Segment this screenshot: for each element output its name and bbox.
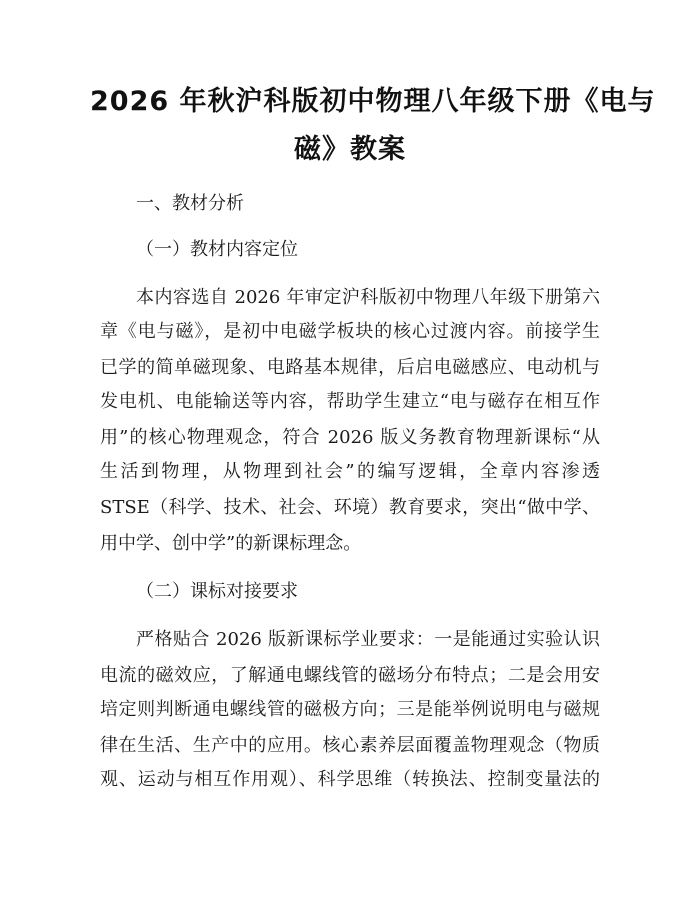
paragraph-1-line-4: 发电机、电能输送等内容，帮助学生建立“电与磁存在相互作 [100,391,600,412]
paragraph-1-line-8: 用中学、创中学”的新课标理念。 [100,533,362,554]
section-heading-textbook-analysis: 一、教材分析 [136,193,244,214]
paragraph-2-line-2: 电流的磁效应，了解通电螺线管的磁场分布特点；二是会用安 [100,665,600,686]
paragraph-1-line-1: 本内容选自 2026 年审定沪科版初中物理八年级下册第六 [136,287,600,308]
paragraph-2-line-1: 严格贴合 2026 版新课标学业要求：一是能通过实验认识 [136,629,600,650]
document-title-line-2: 磁》教案 [294,134,406,165]
paragraph-1-line-6: 生活到物理，从物理到社会”的编写逻辑，全章内容渗透 [100,461,600,482]
paragraph-1-line-3: 已学的简单磁现象、电路基本规律，后启电磁感应、电动机与 [100,357,600,378]
paragraph-1-line-2: 章《电与磁》，是初中电磁学板块的核心过渡内容。前接学生 [100,321,600,342]
paragraph-1-line-7: STSE（科学、技术、社会、环境）教育要求，突出“做中学、 [100,497,600,518]
subheading-curriculum-requirements: （二）课标对接要求 [136,581,298,602]
paragraph-1-line-5: 用”的核心物理观念，符合 2026 版义务教育物理新课标“从 [100,427,600,448]
subheading-content-positioning: （一）教材内容定位 [136,239,298,260]
paragraph-2-line-5: 观、运动与相互作用观）、科学思维（转换法、控制变量法的 [100,769,600,790]
paragraph-2-line-3: 培定则判断通电螺线管的磁极方向；三是能举例说明电与磁规 [100,699,600,720]
paragraph-2-line-4: 律在生活、生产中的应用。核心素养层面覆盖物理观念（物质 [100,735,600,756]
document-title-line-1: 2026 年秋沪科版初中物理八年级下册《电与 [90,86,656,117]
